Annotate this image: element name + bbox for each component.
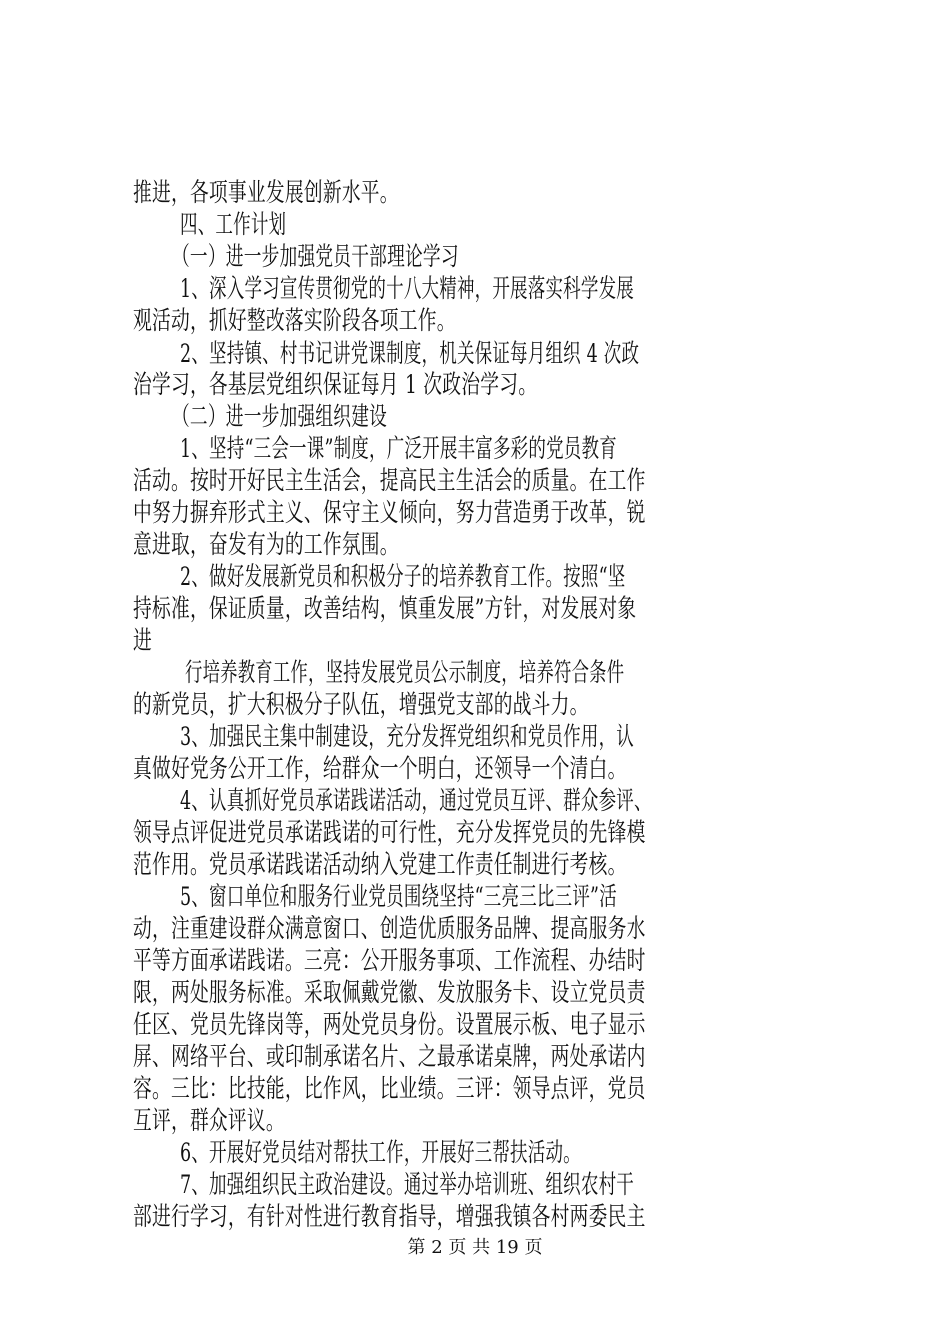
text-line: 中努力摒弃形式主义、保守主义倾向，努力营造勇于改革，锐 <box>133 498 646 528</box>
text-line: 1、深入学习宣传贯彻党的十八大精神，开展落实科学发展 <box>180 274 635 304</box>
text-line: 部进行学习，有针对性进行教育指导，增强我镇各村两委民主 <box>133 1202 646 1232</box>
text-line: 任区、党员先锋岗等，两处党员身份。设置展示板、电子显示 <box>133 1010 646 1040</box>
text-line: 进 <box>133 626 152 656</box>
text-line: 容。三比：比技能，比作风，比业绩。三评：领导点评，党员 <box>133 1074 646 1104</box>
text-line: 范作用。党员承诺践诺活动纳入党建工作责任制进行考核。 <box>133 850 627 880</box>
text-line: 4、认真抓好党员承诺践诺活动，通过党员互评、群众参评、 <box>180 786 652 816</box>
text-line: 平等方面承诺践诺。三亮：公开服务事项、工作流程、办结时 <box>133 946 646 976</box>
text-line: 6、开展好党员结对帮扶工作，开展好三帮扶活动。 <box>180 1138 581 1168</box>
text-line: 推进，各项事业发展创新水平。 <box>133 178 399 208</box>
text-line: 互评，群众评议。 <box>133 1106 285 1136</box>
text-line: 3、加强民主集中制建设，充分发挥党组织和党员作用，认 <box>180 722 635 752</box>
text-line: 活动。按时开好民主生活会，提高民主生活会的质量。在工作 <box>133 466 646 496</box>
text-line: 限，两处服务标准。采取佩戴党徽、发放服务卡、设立党员责 <box>133 978 646 1008</box>
text-line: 观活动，抓好整改落实阶段各项工作。 <box>133 306 456 336</box>
text-line: 意进取，奋发有为的工作氛围。 <box>133 530 399 560</box>
text-line: 7、加强组织民主政治建设。通过举办培训班、组织农村干 <box>180 1170 635 1200</box>
subsection-heading: （一）进一步加强党员干部理论学习 <box>172 242 459 272</box>
text-line: 的新党员，扩大积极分子队伍，增强党支部的战斗力。 <box>133 690 589 720</box>
page-number-footer: 第 2 页 共 19 页 <box>407 1237 543 1258</box>
text-line: 治学习，各基层党组织保证每月 1 次政治学习。 <box>133 370 538 400</box>
subsection-heading: （二）进一步加强组织建设 <box>172 402 388 432</box>
text-line: 2、做好发展新党员和积极分子的培养教育工作。按照“坚 <box>180 562 626 592</box>
text-line: 2、坚持镇、村书记讲党课制度，机关保证每月组织 4 次政 <box>180 339 640 369</box>
text-line: 5、窗口单位和服务行业党员围绕坚持“三亮三比三评”活 <box>180 882 617 912</box>
text-line: 1、坚持“三会一课”制度，广泛开展丰富多彩的党员教育 <box>180 434 617 464</box>
text-line: 行培养教育工作，坚持发展党员公示制度，培养符合条件 <box>185 658 625 688</box>
text-line: 持标准，保证质量，改善结构，慎重发展”方针，对发展对象 <box>133 594 637 624</box>
text-line: 动，注重建设群众满意窗口、创造优质服务品牌、提高服务水 <box>133 914 646 944</box>
text-line: 真做好党务公开工作，给群众一个明白，还领导一个清白。 <box>133 754 627 784</box>
text-line: 领导点评促进党员承诺践诺的可行性，充分发挥党员的先锋模 <box>133 818 646 848</box>
text-line: 屏、网络平台、或印制承诺名片、之最承诺桌牌，两处承诺内 <box>133 1042 646 1072</box>
section-heading: 四、工作计划 <box>180 210 287 240</box>
